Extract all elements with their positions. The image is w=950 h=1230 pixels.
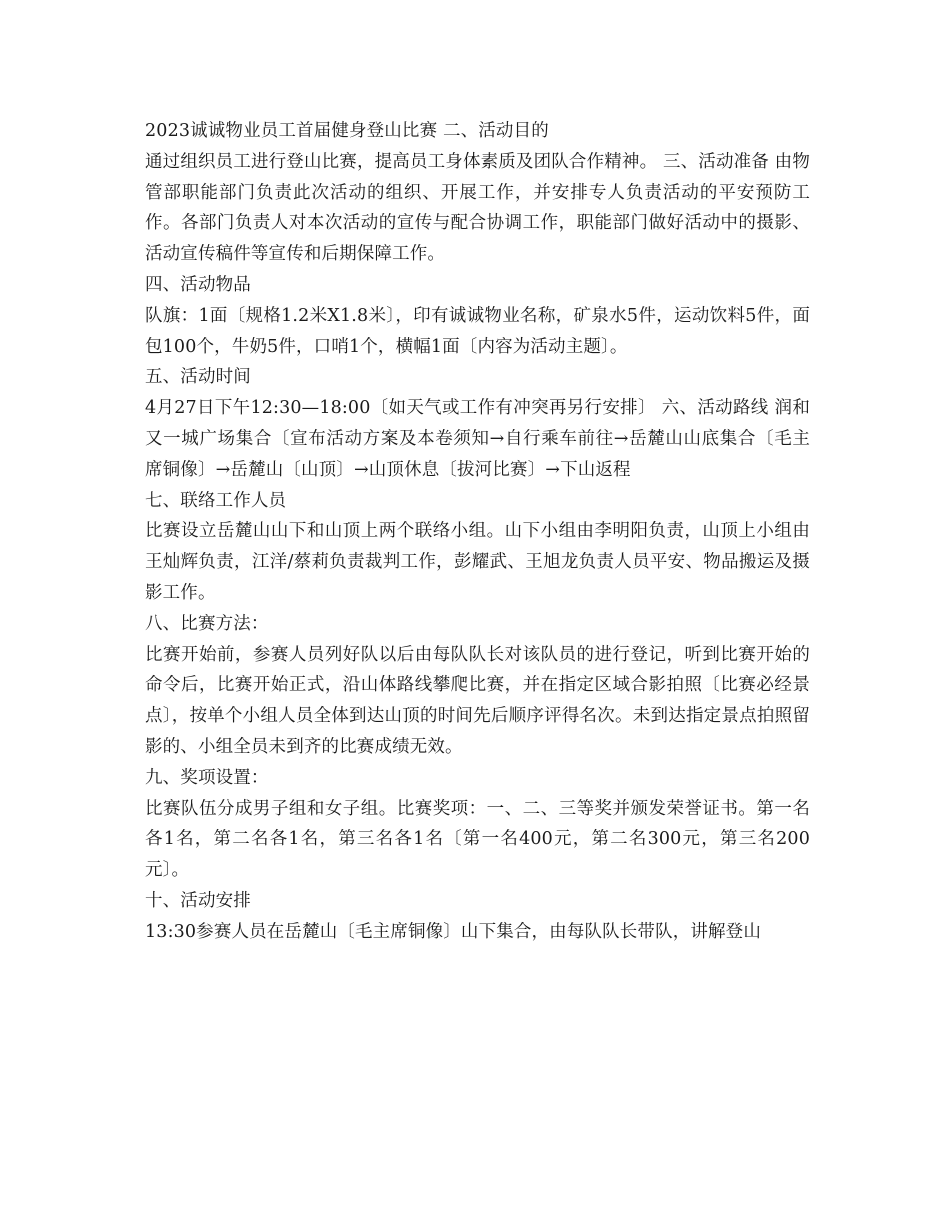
paragraph-staff: 比赛设立岳麓山山下和山顶上两个联络小组。山下小组由李明阳负责，山顶上小组由王灿辉负责，江洋/蔡莉负责裁判工作，彭耀武、王旭龙负责人员平安、物品搬运及摄影工作。 (145, 521, 810, 603)
heading-supplies: 四、活动物品 (145, 274, 251, 295)
document-body (145, 116, 810, 948)
heading-awards: 九、奖项设置： (145, 767, 269, 788)
paragraph-title-purpose: 2023诚诚物业员工首届健身登山比赛 二、活动目的 (145, 121, 549, 141)
paragraph-time-route: 4月27日下午12:30—18:00〔如天气或工作有冲突再另行安排〕 六、活动路线 润和又一城广场集合〔宣布活动方案及本卷须知→自行乘车前往→岳麓山山底集合〔毛主席铜像〕→岳麓山〔山顶〕→山顶休息〔拔河比赛〕→下山返程 (145, 398, 810, 480)
paragraph-method: 比赛开始前，参赛人员列好队以后由每队队长对该队员的进行登记，听到比赛开始的命令后，比赛开始正式，沿山体路线攀爬比赛，并在指定区域合影拍照〔比赛必经景点〕，按单个小组人员全体到达山顶的时间先后顺序评得名次。未到达指定景点拍照留影的、小组全员未到齐的比赛成绩无效。 (145, 644, 810, 757)
paragraph-supplies: 队旗：1面〔规格1.2米X1.8米〕，印有诚诚物业名称，矿泉水5件，运动饮料5件，面包100个，牛奶5件，口哨1个，横幅1面〔内容为活动主题〕。 (145, 305, 810, 357)
paragraph-schedule: 13:30参赛人员在岳麓山〔毛主席铜像〕山下集合，由每队队长带队，讲解登山 (145, 921, 761, 942)
heading-method: 八、比赛方法： (145, 613, 269, 634)
paragraph-purpose-preparation: 通过组织员工进行登山比赛，提高员工身体素质及团队合作精神。 三、活动准备 由物管部职能部门负责此次活动的组织、开展工作，并安排专人负责活动的平安预防工作。各部门负责人对本次活动的宣传与配合协调工作，职能部门做好活动中的摄影、活动宣传稿件等宣传和后期保障工作。 (145, 151, 810, 265)
heading-staff: 七、联络工作人员 (145, 490, 287, 511)
paragraph-awards: 比赛队伍分成男子组和女子组。比赛奖项：一、二、三等奖并颁发荣誉证书。第一名各1名，第二名各1名，第三名各1名〔第一名400元，第二名300元，第三名200元〕。 (145, 798, 810, 881)
heading-time: 五、活动时间 (145, 367, 251, 388)
heading-schedule: 十、活动安排 (145, 890, 251, 911)
